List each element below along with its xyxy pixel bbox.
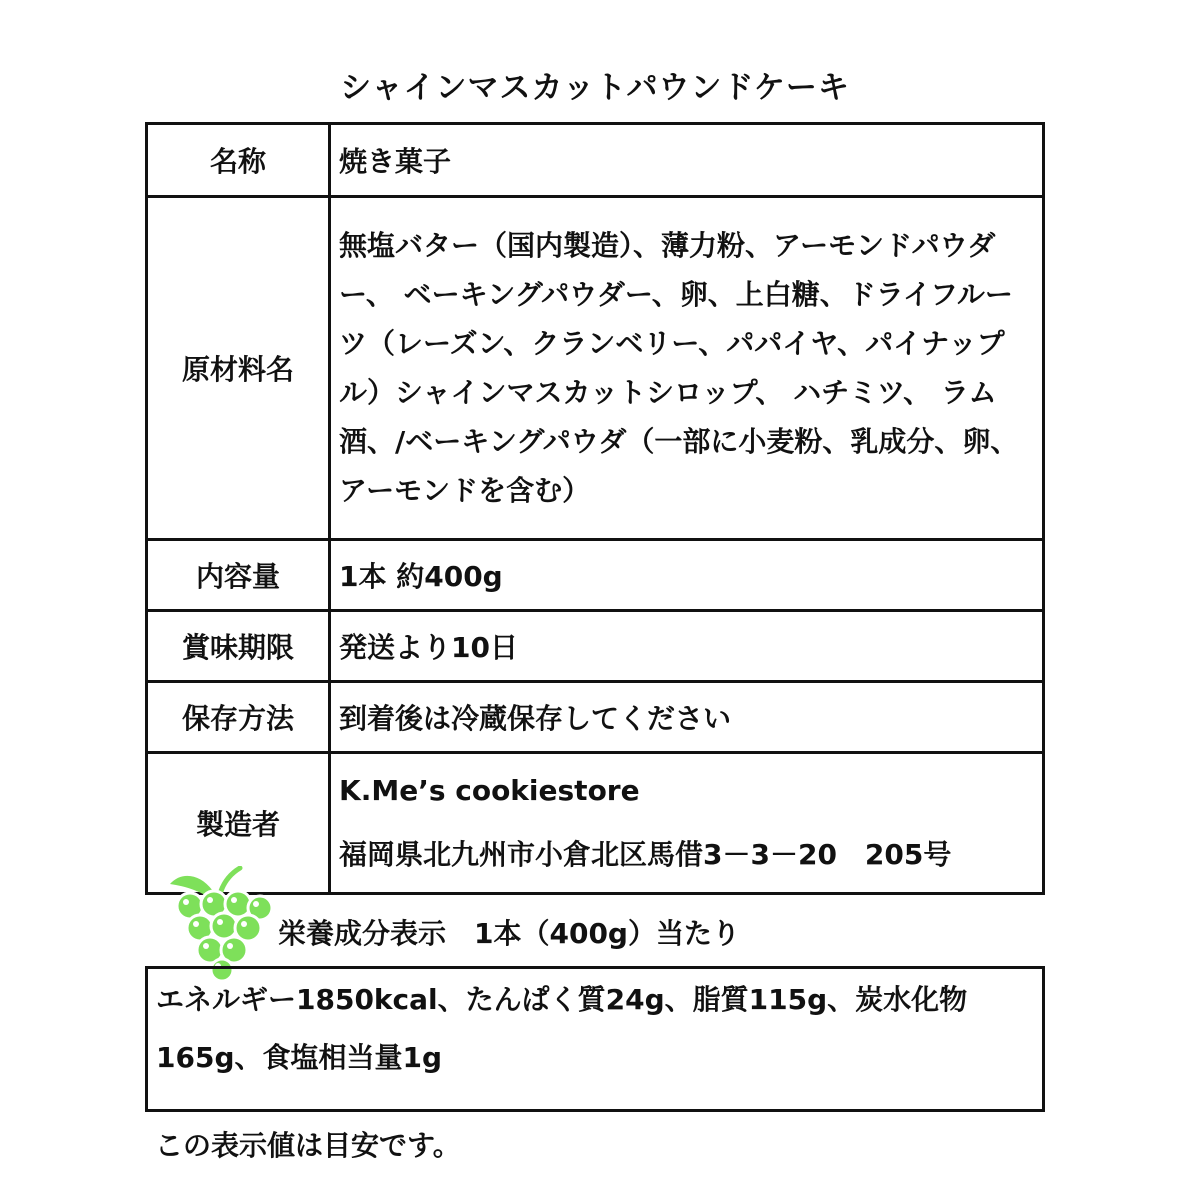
maker-cell bbox=[330, 753, 1044, 894]
amount-label: 内容量 bbox=[147, 540, 330, 611]
expiry-label: 賞味期限 bbox=[147, 611, 330, 682]
storage-value: 到着後は冷蔵保存してください bbox=[330, 682, 1044, 753]
table-row-expiry bbox=[147, 611, 1044, 682]
name-value: 焼き菓子 bbox=[330, 124, 1044, 197]
table-row-ingredients bbox=[147, 197, 1044, 540]
name-label: 名称 bbox=[147, 124, 330, 197]
page-title: シャインマスカットパウンドケーキ bbox=[340, 70, 850, 106]
nutrition-heading: 栄養成分表示 1本（400g）当たり bbox=[278, 917, 740, 950]
table-row-name bbox=[147, 124, 1044, 197]
table-row-storage bbox=[147, 682, 1044, 753]
footnote: この表示値は目安です。 bbox=[155, 1129, 461, 1162]
expiry-value: 発送より10日 bbox=[330, 611, 1044, 682]
ingredients-label: 原材料名 bbox=[147, 197, 330, 540]
amount-value: 1本 約400g bbox=[330, 540, 1044, 611]
nutrition-box bbox=[145, 966, 1045, 1112]
maker-name: K.Me’s cookiestore bbox=[339, 773, 640, 807]
food-label-table bbox=[145, 122, 1045, 895]
maker-address: 福岡県北九州市小倉北区馬借3－3－20 205号 bbox=[339, 837, 952, 871]
grape-icon bbox=[164, 866, 274, 982]
storage-label: 保存方法 bbox=[147, 682, 330, 753]
maker-label: 製造者 bbox=[147, 753, 330, 894]
ingredients-value: 無塩バター（国内製造）、薄力粉、アーモンドパウダー、 ベーキングパウダー、卵、上白糖、ドライフルーツ（レーズン、クランベリー、パパイヤ、パイナップル）シャインマスカットシロップ、 ハチミツ、 ラム酒、/ベーキングパウダ（一部に小麦粉、乳成分、卵、アーモンドを含む） bbox=[339, 229, 1019, 507]
nutrition-text: エネルギー1850kcal、たんぱく質24g、脂質115g、炭水化物165g、食塩相当量1g bbox=[156, 983, 968, 1074]
table-row-maker bbox=[147, 753, 1044, 894]
ingredients-cell bbox=[330, 197, 1044, 540]
table-row-amount bbox=[147, 540, 1044, 611]
